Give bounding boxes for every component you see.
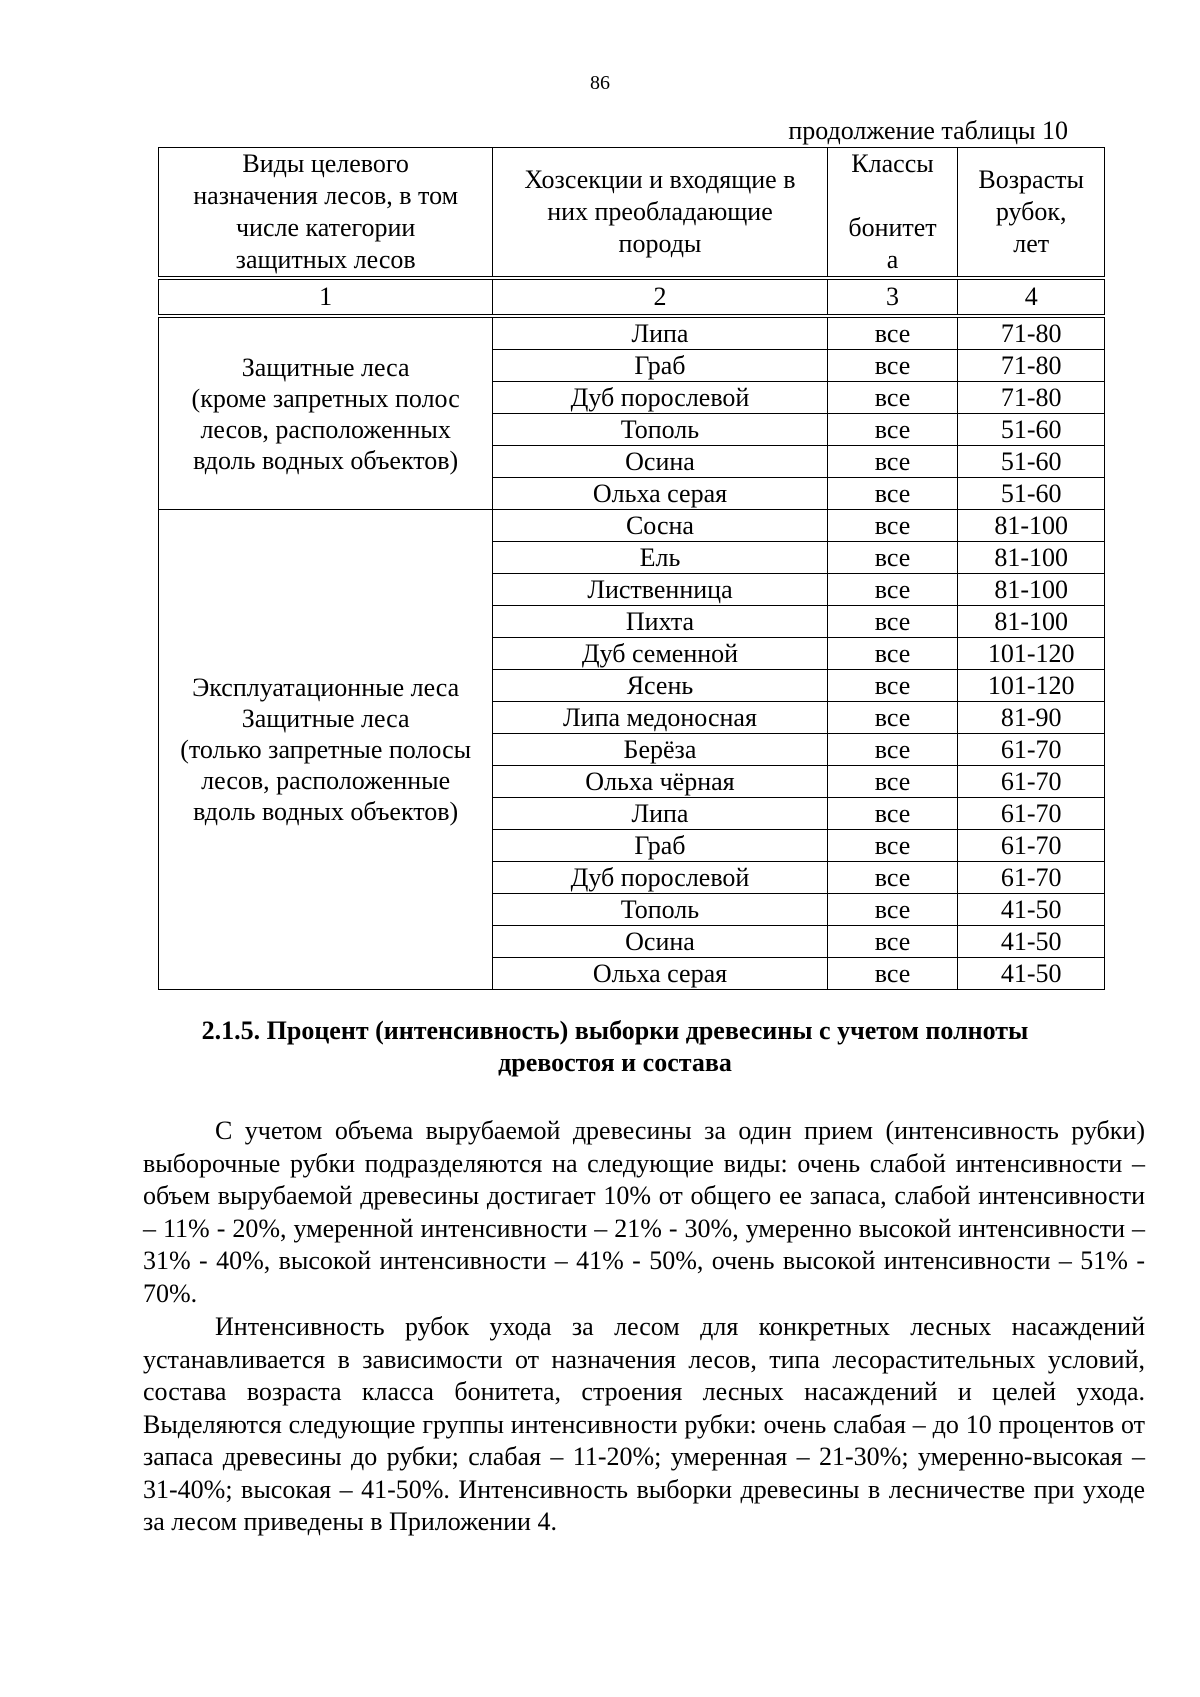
header-line: Возрасты (978, 165, 1084, 194)
species-cell: Липа медоносная (493, 702, 827, 734)
species-cell: Дуб порослевой (493, 862, 827, 894)
species-cell: Дуб семенной (493, 638, 827, 670)
felling-age-cell: 41-50 (958, 926, 1105, 958)
species-cell: Лиственница (493, 574, 827, 606)
felling-age-cell: 101-120 (958, 670, 1105, 702)
site-class-cell: все (827, 574, 958, 606)
site-class-cell: все (827, 478, 958, 510)
header-line: числе категории (235, 213, 416, 242)
site-class-cell: все (827, 382, 958, 414)
felling-age-cell: 71-80 (958, 316, 1105, 350)
site-class-cell: все (827, 670, 958, 702)
body-paragraph: Интенсивность рубок ухода за лесом для конкретных лесных насаждений устанавливается в зависимости от назначения лесов, типа лесорастительных условий, состава возраста класса бонитета, строения лесных насаждений и целей ухода. Выделяются следующие группы интенсивности рубки: очень слабая – до 10 процентов от запаса древесины до рубки; слабая – 11-20%; умеренная – 21-30%; умеренно-высокая – 31-40%; высокая – 41-50%. Интенсивность выборки древесины в лесничестве при уходе за лесом приведены в Приложении 4. (143, 1312, 1145, 1536)
species-cell: Липа (493, 798, 827, 830)
column-number: 2 (493, 278, 827, 316)
felling-age-cell: 71-80 (958, 382, 1105, 414)
site-class-cell: все (827, 958, 958, 990)
header-line: лет (1013, 229, 1050, 258)
site-class-cell: все (827, 734, 958, 766)
forest-category-line: (кроме запретных полос (191, 383, 460, 413)
section-heading-line: 2.1.5. Процент (интенсивность) выборки древесины с учетом полноты (201, 1016, 1029, 1045)
felling-age-cell: 51-60 (958, 446, 1105, 478)
header-line: породы (618, 229, 702, 258)
table-row (159, 316, 1105, 350)
species-cell: Тополь (493, 894, 827, 926)
felling-age-table (158, 147, 1105, 990)
header-line: бонитет (848, 213, 937, 242)
site-class-cell: все (827, 798, 958, 830)
forest-category-cell (159, 510, 493, 990)
table-header-row (159, 148, 1105, 279)
forest-category-line: (только запретные полосы (180, 735, 472, 764)
header-line: а (886, 245, 899, 274)
species-cell: Осина (493, 446, 827, 478)
table-row (159, 510, 1105, 542)
forest-category-line: Защитные леса (241, 352, 410, 382)
species-cell: Ольха чёрная (493, 766, 827, 798)
site-class-cell: все (827, 414, 958, 446)
species-cell: Осина (493, 926, 827, 958)
felling-age-cell: 41-50 (958, 894, 1105, 926)
table-continuation-label: продолжение таблицы 10 (788, 116, 1068, 145)
column-number-row (159, 278, 1105, 316)
forest-category-line: Эксплуатационные леса (192, 673, 460, 702)
forest-category-line: вдоль водных объектов) (193, 797, 459, 826)
site-class-cell: все (827, 510, 958, 542)
felling-age-cell: 41-50 (958, 958, 1105, 990)
felling-age-cell: 61-70 (958, 766, 1105, 798)
forest-category-cell (159, 316, 493, 510)
felling-age-cell: 61-70 (958, 830, 1105, 862)
header-line: Классы (851, 149, 934, 178)
header-line: них преобладающие (547, 197, 773, 226)
forest-category-line: лесов, расположенных (200, 414, 451, 444)
column-number: 3 (827, 278, 958, 316)
species-cell: Граб (493, 830, 827, 862)
header-felling-age (958, 148, 1105, 279)
site-class-cell: все (827, 926, 958, 958)
site-class-cell: все (827, 638, 958, 670)
felling-age-cell: 61-70 (958, 798, 1105, 830)
species-cell: Ель (493, 542, 827, 574)
felling-age-cell: 51-60 (958, 414, 1105, 446)
felling-age-cell: 71-80 (958, 350, 1105, 382)
site-class-cell: все (827, 830, 958, 862)
site-class-cell: все (827, 702, 958, 734)
species-cell: Ясень (493, 670, 827, 702)
site-class-cell: все (827, 606, 958, 638)
felling-age-cell: 51-60 (958, 478, 1105, 510)
species-cell: Пихта (493, 606, 827, 638)
site-class-cell: все (827, 350, 958, 382)
column-number: 4 (958, 278, 1105, 316)
site-class-cell: все (827, 316, 958, 350)
header-line: Виды целевого (242, 149, 409, 178)
site-class-cell: все (827, 766, 958, 798)
species-cell: Берёза (493, 734, 827, 766)
felling-age-cell: 81-90 (958, 702, 1105, 734)
felling-age-cell: 81-100 (958, 510, 1105, 542)
species-cell: Липа (493, 316, 827, 350)
felling-age-cell: 61-70 (958, 862, 1105, 894)
felling-age-cell: 101-120 (958, 638, 1105, 670)
header-forest-purpose (159, 148, 493, 279)
felling-age-cell: 81-100 (958, 606, 1105, 638)
column-number: 1 (159, 278, 493, 316)
section-heading (150, 1015, 1080, 1079)
page-number: 86 (590, 72, 610, 94)
header-line: защитных лесов (235, 245, 416, 274)
forest-category-line: Защитные леса (241, 704, 410, 733)
species-cell: Сосна (493, 510, 827, 542)
header-line: назначения лесов, в том (193, 181, 459, 210)
header-site-class (827, 148, 958, 279)
forest-category-line: лесов, расположенные (201, 766, 451, 795)
felling-age-cell: 81-100 (958, 574, 1105, 606)
header-line: Хозсекции и входящие в (524, 165, 796, 194)
site-class-cell: все (827, 446, 958, 478)
species-cell: Граб (493, 350, 827, 382)
site-class-cell: все (827, 542, 958, 574)
site-class-cell: все (827, 862, 958, 894)
felling-age-cell: 81-100 (958, 542, 1105, 574)
header-line: рубок, (995, 197, 1067, 226)
body-paragraph: С учетом объема вырубаемой древесины за один прием (интенсивность рубки) выборочные рубки подразделяются на следующие виды: очень слабой интенсивности – объем вырубаемой древесины достигает 10% от общего ее запаса, слабой интенсивности – 11% - 20%, умеренной интенсивности – 21% - 30%, умеренно высокой интенсивности – 31% - 40%, высокой интенсивности – 41% - 50%, очень высокой интенсивности – 51% - 70%. (143, 1116, 1145, 1308)
header-species (493, 148, 827, 279)
felling-age-cell: 61-70 (958, 734, 1105, 766)
species-cell: Дуб порослевой (493, 382, 827, 414)
species-cell: Тополь (493, 414, 827, 446)
forest-category-line: вдоль водных объектов) (193, 445, 459, 475)
section-heading-line: древостоя и состава (498, 1048, 732, 1077)
site-class-cell: все (827, 894, 958, 926)
species-cell: Ольха серая (493, 478, 827, 510)
species-cell: Ольха серая (493, 958, 827, 990)
